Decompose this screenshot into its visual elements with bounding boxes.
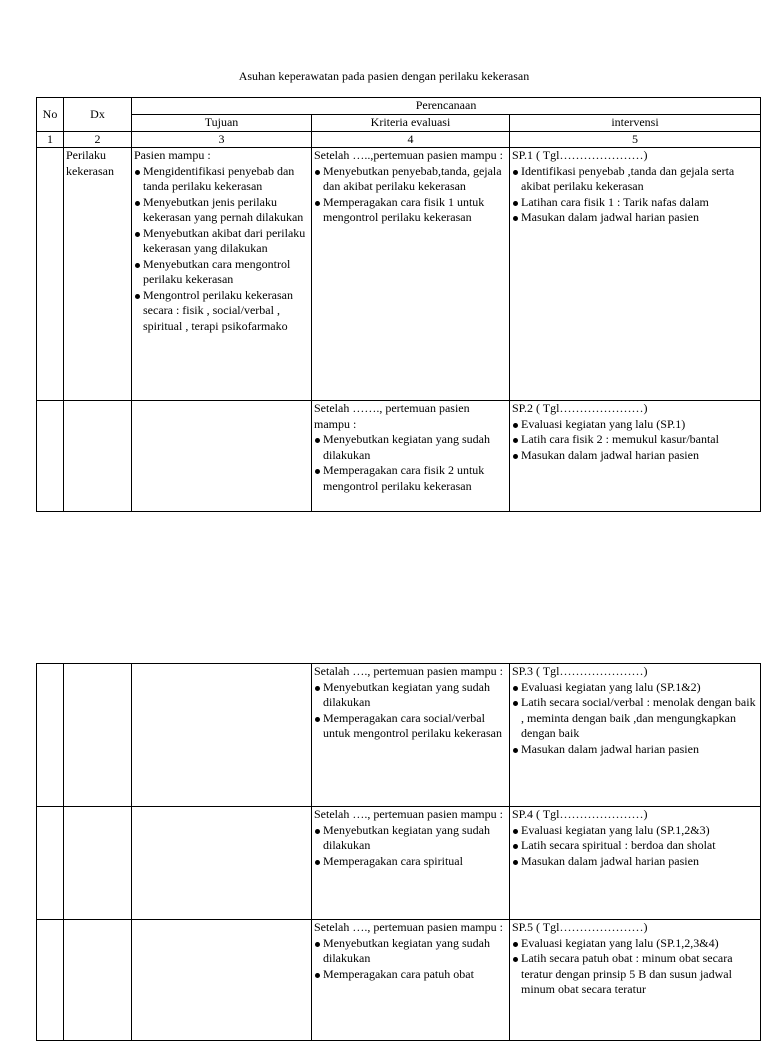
cell-dx (64, 401, 132, 512)
cell-tujuan (132, 807, 312, 920)
header-perencanaan: Perencanaan (132, 98, 761, 115)
intervensi-list (512, 680, 758, 758)
list-item: Mengontrol perilaku kekerasan secara : fisik , social/verbal , spiritual , terapi psikofarmako (134, 288, 309, 335)
header-kriteria-evaluasi: Kriteria evaluasi (312, 115, 510, 132)
cell-kriteria (312, 148, 510, 401)
list-item: Evaluasi kegiatan yang lalu (SP.1) (512, 417, 758, 433)
cell-intervensi (510, 148, 761, 401)
cell-kriteria (312, 401, 510, 512)
subheader-row (37, 115, 761, 132)
list-item: Menyebutkan kegiatan yang sudah dilakukan (314, 432, 507, 463)
list-item: Memperagakan cara social/verbal untuk mengontrol perilaku kekerasan (314, 711, 507, 742)
cell-tujuan (132, 664, 312, 807)
table-row (37, 148, 761, 401)
cell-intervensi (510, 807, 761, 920)
cell-tujuan (132, 401, 312, 512)
page-title: Asuhan keperawatan pada pasien dengan perilaku kekerasan (238, 69, 530, 83)
list-item: Masukan dalam jadwal harian pasien (512, 742, 758, 758)
tujuan-list (134, 164, 309, 335)
cell-dx (64, 664, 132, 807)
column-number: 3 (132, 131, 312, 148)
cell-dx (64, 807, 132, 920)
list-item: Masukan dalam jadwal harian pasien (512, 210, 758, 226)
list-item: Mengidentifikasi penyebab dan tanda perilaku kekerasan (134, 164, 309, 195)
intervensi-intro: SP.5 ( Tgl…………………) (512, 920, 648, 934)
kriteria-list (314, 432, 507, 494)
cell-no (37, 664, 64, 807)
list-item: Identifikasi penyebab ,tanda dan gejala serta akibat perilaku kekerasan (512, 164, 758, 195)
intervensi-list (512, 823, 758, 870)
list-item: Latih secara patuh obat : minum obat secara teratur dengan prinsip 5 B dan susun jadwal minum obat secara teratur (512, 951, 758, 998)
list-item: Menyebutkan cara mengontrol perilaku kekerasan (134, 257, 309, 288)
header-row (37, 98, 761, 115)
tujuan-intro: Pasien mampu : (134, 148, 211, 162)
table-row (37, 920, 761, 1041)
cell-tujuan (132, 920, 312, 1041)
header-intervensi: intervensi (510, 115, 761, 132)
cell-intervensi (510, 664, 761, 807)
list-item: Latih secara spiritual : berdoa dan sholat (512, 838, 758, 854)
header-dx: Dx (64, 98, 132, 132)
intervensi-list (512, 417, 758, 464)
list-item: Menyebutkan jenis perilaku kekerasan yang pernah dilakukan (134, 195, 309, 226)
list-item: Masukan dalam jadwal harian pasien (512, 448, 758, 464)
list-item: Evaluasi kegiatan yang lalu (SP.1,2,3&4) (512, 936, 758, 952)
kriteria-intro: Setelah ……., pertemuan pasien mampu : (314, 401, 470, 431)
cell-no (37, 401, 64, 512)
list-item: Latih secara social/verbal : menolak dengan baik , meminta dengan baik ,dan mengungkapkan dengan baik (512, 695, 758, 742)
cell-dx (64, 920, 132, 1041)
list-item: Memperagakan cara fisik 1 untuk mengontrol perilaku kekerasan (314, 195, 507, 226)
column-number: 2 (64, 131, 132, 148)
cell-kriteria (312, 920, 510, 1041)
list-item: Menyebutkan penyebab,tanda, gejala dan akibat perilaku kekerasan (314, 164, 507, 195)
cell-no (37, 148, 64, 401)
list-item: Menyebutkan kegiatan yang sudah dilakukan (314, 823, 507, 854)
table-row (37, 401, 761, 512)
column-number: 5 (510, 131, 761, 148)
table-row (37, 664, 761, 807)
cell-kriteria (312, 664, 510, 807)
intervensi-intro: SP.3 ( Tgl…………………) (512, 664, 648, 678)
list-item: Masukan dalam jadwal harian pasien (512, 854, 758, 870)
kriteria-intro: Setelah …., pertemuan pasien mampu : (314, 920, 503, 934)
care-plan-table (36, 97, 761, 512)
list-item: Menyebutkan kegiatan yang sudah dilakukan (314, 680, 507, 711)
header-no: No (37, 98, 64, 132)
cell-dx: Perilaku kekerasan (64, 148, 132, 401)
header-tujuan: Tujuan (132, 115, 312, 132)
list-item: Menyebutkan akibat dari perilaku kekerasan yang dilakukan (134, 226, 309, 257)
list-item: Menyebutkan kegiatan yang sudah dilakukan (314, 936, 507, 967)
cell-intervensi (510, 920, 761, 1041)
intervensi-list (512, 164, 758, 226)
care-plan-table-continued (36, 663, 761, 1041)
table-row (37, 807, 761, 920)
cell-no (37, 920, 64, 1041)
list-item: Memperagakan cara patuh obat (314, 967, 507, 983)
kriteria-list (314, 164, 507, 226)
list-item: Latih cara fisik 2 : memukul kasur/bantal (512, 432, 758, 448)
intervensi-intro: SP.1 ( Tgl…………………) (512, 148, 648, 162)
cell-intervensi (510, 401, 761, 512)
cell-kriteria (312, 807, 510, 920)
list-item: Evaluasi kegiatan yang lalu (SP.1,2&3) (512, 823, 758, 839)
column-number: 1 (37, 131, 64, 148)
kriteria-list (314, 680, 507, 742)
kriteria-intro: Setalah …., pertemuan pasien mampu : (314, 664, 503, 678)
cell-tujuan (132, 148, 312, 401)
intervensi-list (512, 936, 758, 998)
intervensi-intro: SP.4 ( Tgl…………………) (512, 807, 648, 821)
cell-no (37, 807, 64, 920)
kriteria-list (314, 823, 507, 870)
intervensi-intro: SP.2 ( Tgl…………………) (512, 401, 648, 415)
list-item: Latihan cara fisik 1 : Tarik nafas dalam (512, 195, 758, 211)
column-number-row (37, 131, 761, 148)
list-item: Evaluasi kegiatan yang lalu (SP.1&2) (512, 680, 758, 696)
kriteria-intro: Setelah …..,pertemuan pasien mampu : (314, 148, 503, 162)
column-number: 4 (312, 131, 510, 148)
list-item: Memperagakan cara fisik 2 untuk mengontrol perilaku kekerasan (314, 463, 507, 494)
kriteria-intro: Setelah …., pertemuan pasien mampu : (314, 807, 503, 821)
kriteria-list (314, 936, 507, 983)
list-item: Memperagakan cara spiritual (314, 854, 507, 870)
